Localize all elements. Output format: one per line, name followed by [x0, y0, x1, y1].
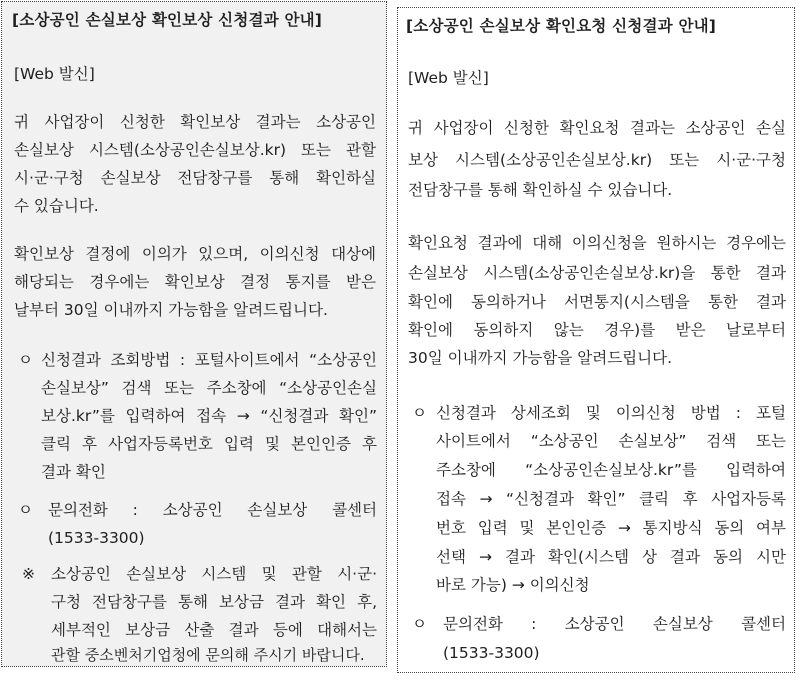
bullet-marker: ㅇ [18, 501, 33, 519]
right-para2-line: 확인에 동의하거나 서면통지(시스템을 통한 결과 [408, 293, 786, 311]
left-item2-line: (1533-3300) [48, 529, 145, 547]
left-item1-line: 보상.kr”를 입력하여 접속 → “신청결과 확인” [41, 407, 377, 425]
left-item1-line: 결과 확인 [41, 463, 106, 481]
left-para1-line: 수 있습니다. [14, 197, 99, 215]
right-item1-line: 신청결과 상세조회 및 이의신청 방법 : 포털 [436, 404, 786, 422]
right-item1-line: 바로 가능) → 이의신청 [436, 576, 590, 594]
right-item2-line: 문의전화 : 소상공인 손실보상 콜센터 [443, 615, 786, 633]
left-title: [소상공인 손실보상 확인보상 신청결과 안내] [12, 11, 323, 29]
left-note-line: 관할 중소벤처기업청에 문의해 주시기 바랍니다. [51, 646, 365, 664]
bullet-marker: ㅇ [412, 404, 427, 422]
right-para1-line: 전담창구를 통해 확인하실 수 있습니다. [408, 181, 673, 199]
left-item1-line: 신청결과 조회방법 : 포털사이트에서 “소상공인 [41, 351, 377, 369]
right-item1-line: 번호 입력 및 본인인증 → 통지방식 동의 여부 [436, 519, 786, 537]
left-para1-line: 손실보상 시스템(소상공인손실보상.kr) 또는 관할 [14, 141, 376, 159]
right-item2-line: (1533-3300) [443, 644, 540, 662]
left-para2-line: 확인보상 결정에 이의가 있으며, 이의신청 대상에 [14, 245, 376, 263]
left-para1-line: 귀 사업장이 신청한 확인보상 결과는 소상공인 [14, 113, 376, 131]
left-note-line: 소상공인 손실보상 시스템 및 관할 시·군· [51, 565, 377, 583]
right-notice-panel [397, 7, 795, 673]
right-para1-line: 보상 시스템(소상공인손실보상.kr) 또는 시·군·구청 [408, 151, 786, 169]
left-para2-line: 날부터 30일 이내까지 가능함을 알려드립니다. [14, 301, 328, 319]
left-web-label: [Web 발신] [14, 65, 95, 83]
right-item1-line: 사이트에서 “소상공인 손실보상” 검색 또는 [436, 432, 786, 450]
right-title: [소상공인 손실보상 확인요청 신청결과 안내] [406, 17, 717, 35]
left-notice-panel [1, 1, 387, 667]
right-para1-line: 귀 사업장이 신청한 확인요청 결과는 소상공인 손실 [408, 119, 786, 137]
right-para2-line: 손실보상 시스템(소상공인손실보상.kr)을 통한 결과 [408, 264, 786, 282]
right-para2-line: 확인요청 결과에 대해 이의신청을 원하시는 경우에는 [408, 234, 786, 252]
bullet-marker: ㅇ [18, 351, 33, 369]
right-para2-line: 30일 이내까지 가능함을 알려드립니다. [408, 349, 673, 367]
left-item1-line: 클릭 후 사업자등록번호 입력 및 본인인증 후 [41, 435, 377, 453]
note-marker: ※ [22, 565, 35, 583]
right-para2-line: 확인에 동의하지 않는 경우)를 받은 날로부터 [408, 321, 786, 339]
right-item1-line: 접속 → “신청결과 확인” 클릭 후 사업자등록 [436, 490, 786, 508]
left-para2-line: 해당되는 경우에는 확인보상 결정 통지를 받은 [14, 273, 376, 291]
right-web-label: [Web 발신] [408, 69, 489, 87]
right-item1-line: 선택 → 결과 확인(시스템 상 결과 동의 시만 [436, 548, 786, 566]
bullet-marker: ㅇ [412, 615, 427, 633]
left-para1-line: 시·군·구청 손실보상 전담창구를 통해 확인하실 [14, 169, 376, 187]
right-item1-line: 주소창에 “소상공인손실보상.kr”를 입력하여 [436, 461, 786, 479]
left-note-line: 구청 전담창구를 통해 보상금 결과 확인 후, [51, 593, 377, 611]
left-note-line: 세부적인 보상금 산출 결과 등에 대해서는 [51, 621, 377, 639]
left-item2-line: 문의전화 : 소상공인 손실보상 콜센터 [48, 501, 377, 519]
left-item1-line: 손실보상” 검색 또는 주소창에 “소상공인손실 [41, 379, 377, 397]
